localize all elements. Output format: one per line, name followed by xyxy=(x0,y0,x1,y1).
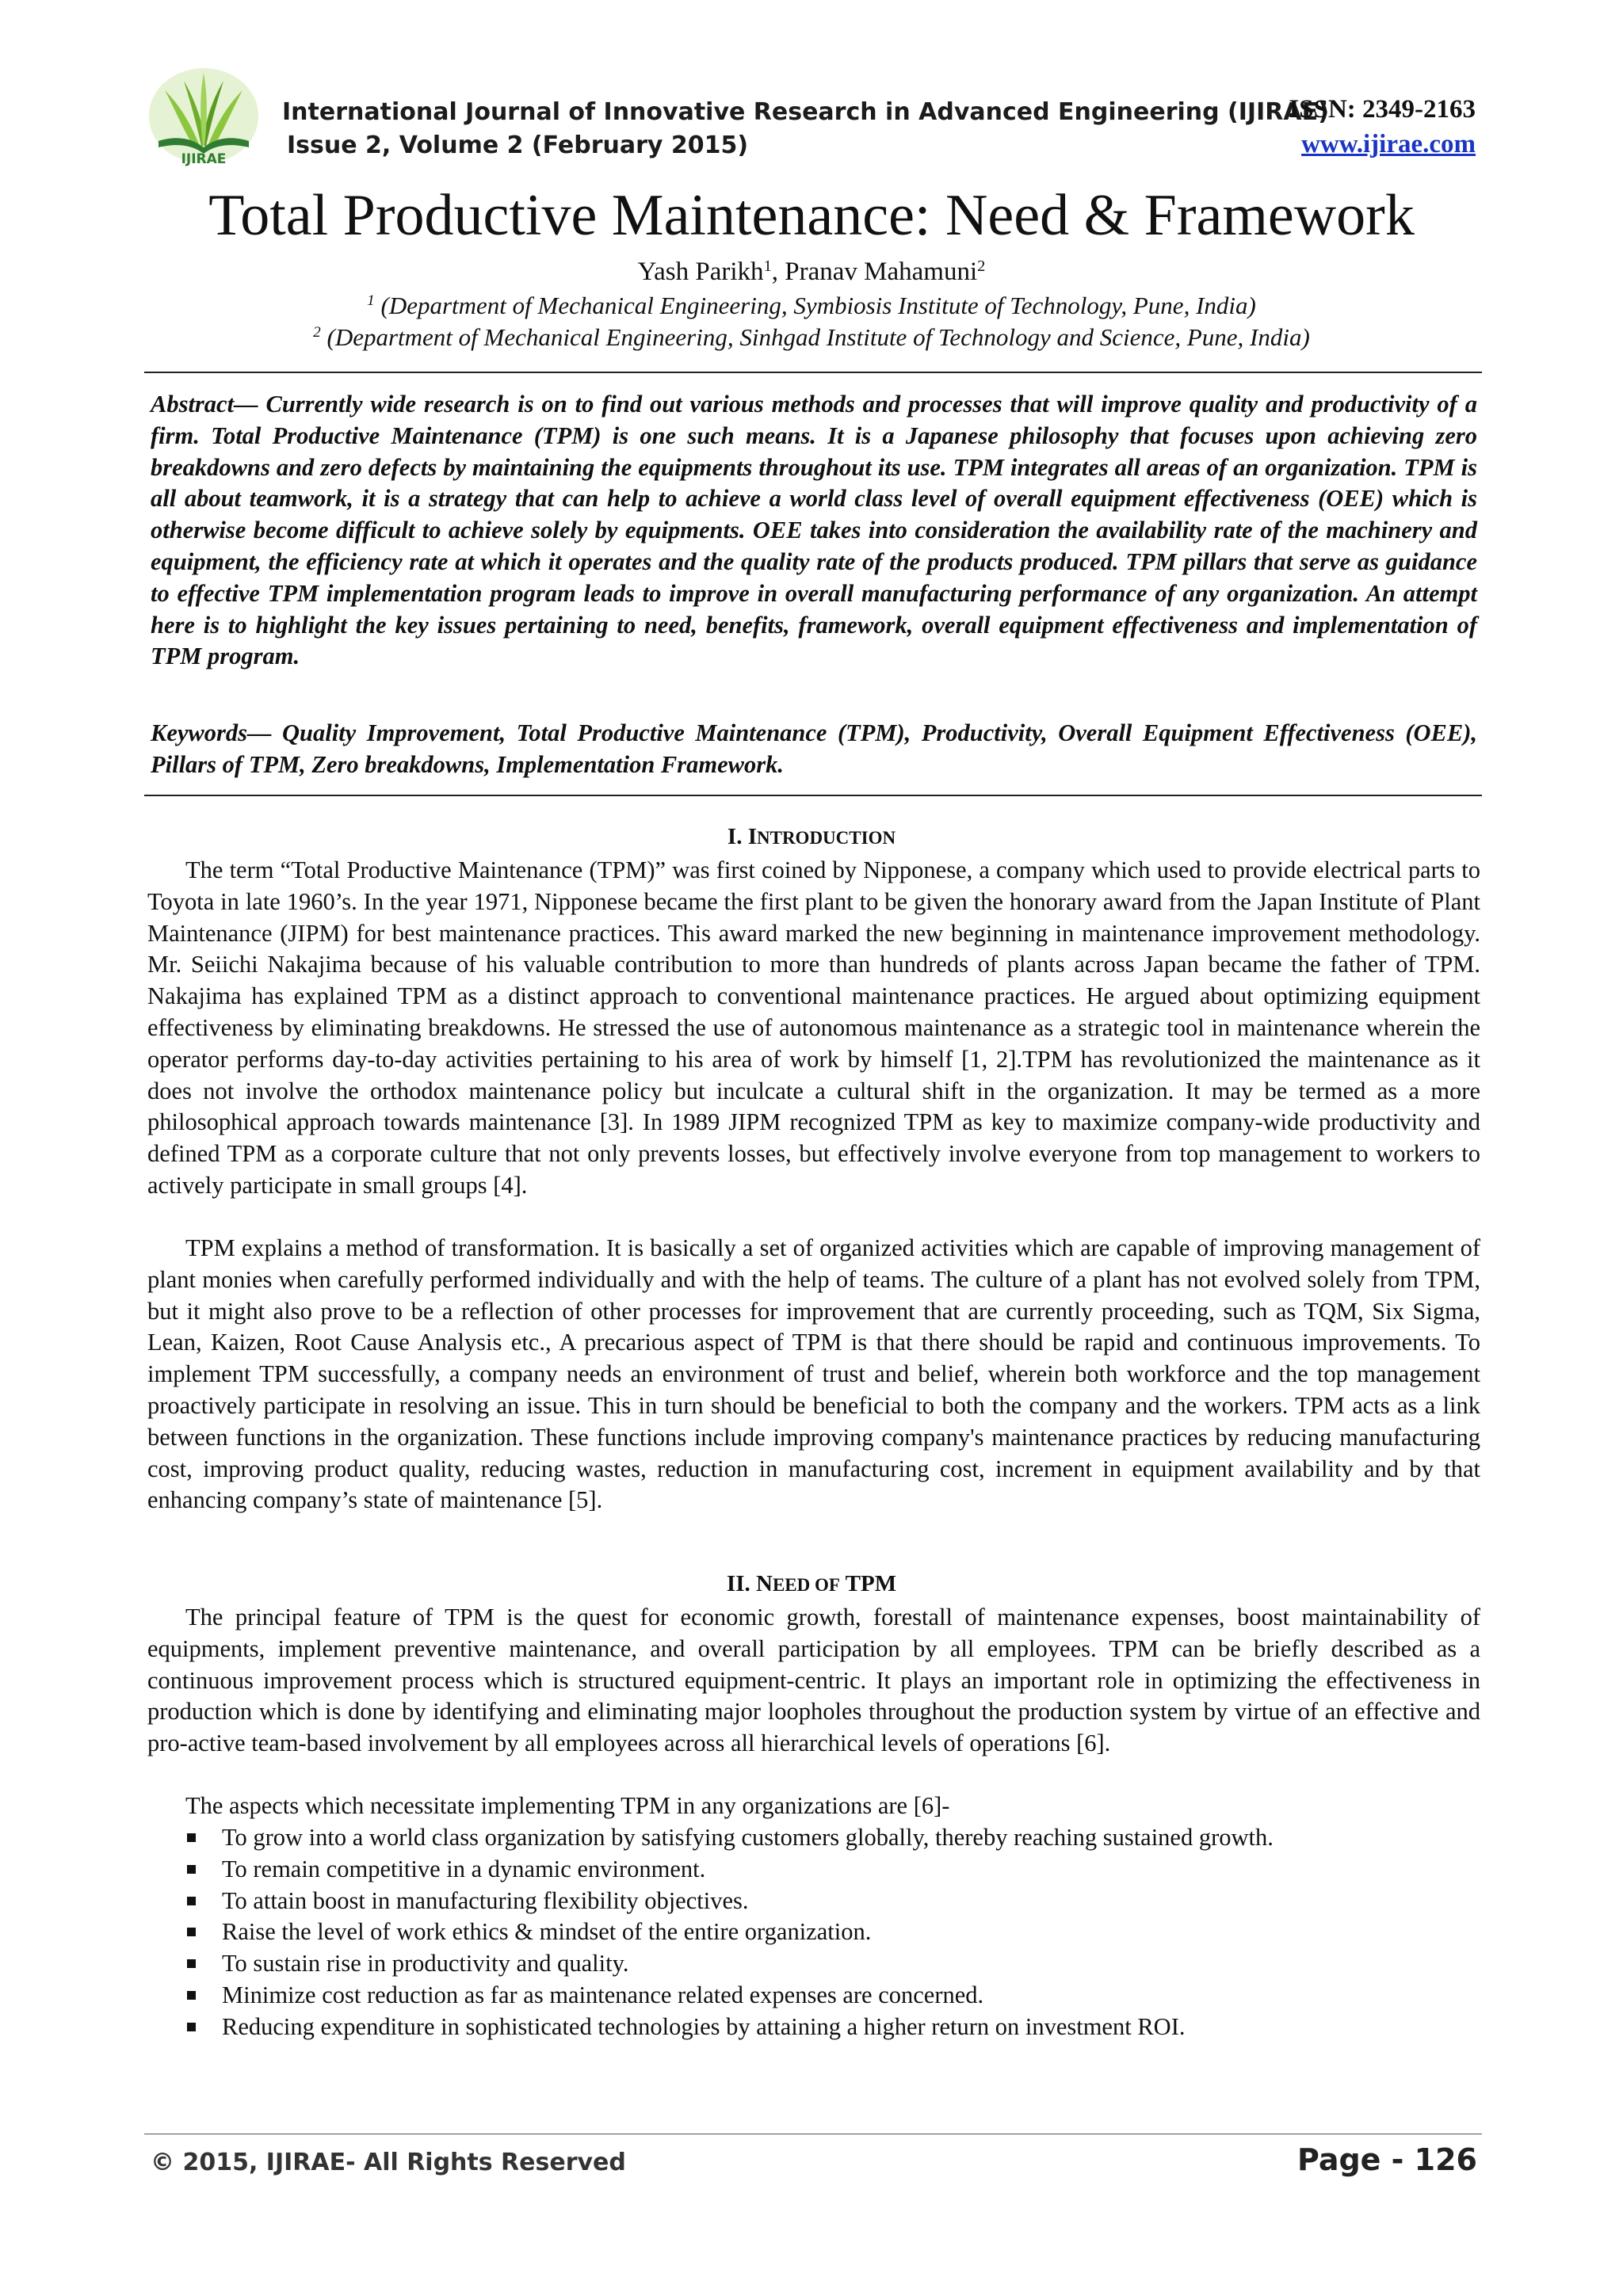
square-bullet-icon xyxy=(187,1959,196,1968)
keywords-text: Quality Improvement, Total Productive Maintenance (TPM), Productivity, Overall Equipment Effectiveness (OEE), Pillars of TPM, Zero breakdowns, Implementation Framework. xyxy=(151,719,1477,778)
list-item xyxy=(184,1980,1484,2012)
journal-name: International Journal of Innovative Research in Advanced Engineering (IJIRAE) xyxy=(282,98,1329,126)
paragraph: The term “Total Productive Maintenance (TPM)” was first coined by Nipponese, a company which used to provide electrical parts to Toyota in late 1960’s. In the year 1971, Nipponese became the first plant to be given the honorary award from the Japan Institute of Plant Maintenance (JIPM) for best maintenance practices. This award marked the new beginning in maintenance improvement methodology. Mr. Seiichi Nakajima because of his valuable contribution to more than hundreds of plants across Japan became the father of TPM. Nakajima has explained TPM as a distinct approach to conventional maintenance practices. He argued about optimizing equipment effectiveness by eliminating breakdowns. He stressed the use of autonomous maintenance as a strategic tool in maintenance wherein the operator performs day-to-day activities pertaining to his area of work by himself [1, 2].TPM has revolutionized the maintenance as it does not involve the orthodox maintenance policy but inculcate a cultural shift in the organization. It may be termed as a more philosophical approach towards maintenance [3]. In 1989 JIPM recognized TPM as key to maximize company-wide productivity and defined TPM as a corporate culture that not only prevents losses, but effectively involve everyone from top management to workers to actively participate in small groups [4]. xyxy=(147,856,1480,1199)
abstract-label: Abstract xyxy=(151,391,235,418)
list-item-text: To remain competitive in a dynamic environment. xyxy=(222,1855,706,1882)
page-number: Page - 126 xyxy=(1297,2142,1477,2177)
affiliation xyxy=(0,292,1623,320)
section-heading-need-of-tpm xyxy=(0,1571,1623,1597)
author-separator: , xyxy=(771,257,785,286)
journal-issue: Issue 2, Volume 2 (February 2015) xyxy=(287,132,749,159)
abstract xyxy=(151,389,1477,673)
list-item xyxy=(184,1948,1484,1980)
logo-text: IJIRAE xyxy=(181,151,227,166)
copyright-notice: © 2015, IJIRAE- All Rights Reserved xyxy=(151,2149,626,2176)
header-divider xyxy=(144,372,1482,373)
abstract-dash: — xyxy=(234,391,258,418)
affiliation-mark: 2 xyxy=(313,324,321,341)
list-item xyxy=(184,1822,1484,1854)
ijirae-logo xyxy=(144,63,263,166)
issn: ISSN: 2349-2163 xyxy=(1289,95,1476,124)
bullet-list xyxy=(184,1822,1484,2043)
affiliation-mark: 1 xyxy=(367,292,375,310)
square-bullet-icon xyxy=(187,1991,196,2000)
author-list xyxy=(0,257,1623,287)
section-number: II. xyxy=(726,1571,750,1596)
section-number: I. xyxy=(727,824,743,849)
section-title-initial: I xyxy=(747,824,757,849)
section-title-last: TPM xyxy=(845,1571,897,1596)
journal-url-link[interactable]: www.ijirae.com xyxy=(1301,130,1476,158)
list-item-text: To grow into a world class organization by satisfying customers globally, thereby reaching sustained growth. xyxy=(222,1824,1274,1851)
list-item-text: Raise the level of work ethics & mindset of the entire organization. xyxy=(222,1918,872,1946)
list-item-text: To attain boost in manufacturing flexibility objectives. xyxy=(222,1886,749,1914)
list-item-text: To sustain rise in productivity and quality. xyxy=(222,1950,629,1978)
section-title-mid: EED OF xyxy=(772,1575,840,1595)
keywords-label: Keywords xyxy=(151,719,247,746)
affiliation-text: (Department of Mechanical Engineering, Symbiosis Institute of Technology, Pune, India) xyxy=(380,292,1256,319)
list-item xyxy=(184,2012,1484,2043)
list-item xyxy=(184,1854,1484,1886)
affiliation-text: (Department of Mechanical Engineering, Sinhgad Institute of Technology and Science, Pune, India) xyxy=(327,323,1310,351)
section-heading-introduction xyxy=(0,824,1623,850)
abstract-text: Currently wide research is on to find out various methods and processes that will improve quality and productivity of a firm. Total Productive Maintenance (TPM) is one such means. It is a Japanese philosophy that focuses upon achieving zero breakdowns and zero defects by maintaining the equipments throughout its use. TPM integrates all areas of an organization. TPM is all about teamwork, it is a strategy that can help to achieve a world class level of overall equipment effectiveness (OEE) which is otherwise become difficult to achieve solely by equipments. OEE takes into consideration the availability rate of the machinery and equipment, the efficiency rate at which it operates and the quality rate of the products produced. TPM pillars that serve as guidance to effective TPM implementation program leads to improve in overall manufacturing performance of any organization. An attempt here is to highlight the key issues pertaining to need, benefits, framework, overall equipment effectiveness and implementation of TPM program. xyxy=(151,391,1477,670)
author-affiliation-mark: 2 xyxy=(977,257,986,275)
square-bullet-icon xyxy=(187,1897,196,1905)
affiliation xyxy=(0,323,1623,352)
list-item-text: Minimize cost reduction as far as maintenance related expenses are concerned. xyxy=(222,1981,984,2008)
square-bullet-icon xyxy=(187,2023,196,2031)
paper-title: Total Productive Maintenance: Need & Framework xyxy=(208,183,1415,248)
section-title-initial: N xyxy=(755,1571,773,1596)
abstract-divider xyxy=(144,795,1482,796)
author-name: Pranav Mahamuni xyxy=(785,257,978,286)
author-affiliation-mark: 1 xyxy=(763,257,772,275)
paragraph: The aspects which necessitate implementing TPM in any organizations are [6]- xyxy=(185,1792,950,1819)
square-bullet-icon xyxy=(187,1928,196,1936)
keywords-dash: — xyxy=(247,719,272,746)
keywords xyxy=(151,718,1477,781)
list-item xyxy=(184,1917,1484,1948)
section-title-rest: NTRODUCTION xyxy=(757,828,896,848)
paragraph: TPM explains a method of transformation. It is basically a set of organized activities which are capable of improving management of plant monies when carefully performed individually and with the help of teams. The culture of a plant has not evolved solely from TPM, but it might also prove to be a reflection of other processes for improvement that are currently proceeding, such as TQM, Six Sigma, Lean, Kaizen, Root Cause Analysis etc., A precarious aspect of TPM is that there should be rapid and continuous improvements. To implement TPM successfully, a company needs an environment of trust and belief, wherein both workforce and the top management proactively participate in resolving an issue. This in turn should be beneficial to both the company and the workers. TPM acts as a link between functions in the organization. These functions include improving company's maintenance practices by reducing manufacturing cost, improving product quality, reducing wastes, reduction in manufacturing cost, increment in equipment availability and by that enhancing company’s state of maintenance [5]. xyxy=(147,1234,1480,1514)
list-item-text: Reducing expenditure in sophisticated technologies by attaining a higher return on investment ROI. xyxy=(222,2012,1186,2040)
square-bullet-icon xyxy=(187,1865,196,1874)
paragraph: The principal feature of TPM is the quest for economic growth, forestall of maintenance expenses, boost maintainability of equipments, implement preventive maintenance, and overall participation by all employees. TPM can be briefly described as a continuous improvement process which is structured equipment-centric. It plays an important role in optimizing the effectiveness in production which is done by identifying and eliminating major loopholes throughout the production system by virtue of an effective and pro-active team-based involvement by all employees across all hierarchical levels of operations [6]. xyxy=(147,1604,1480,1757)
square-bullet-icon xyxy=(187,1833,196,1842)
author-name: Yash Parikh xyxy=(637,257,764,286)
list-item xyxy=(184,1886,1484,1917)
